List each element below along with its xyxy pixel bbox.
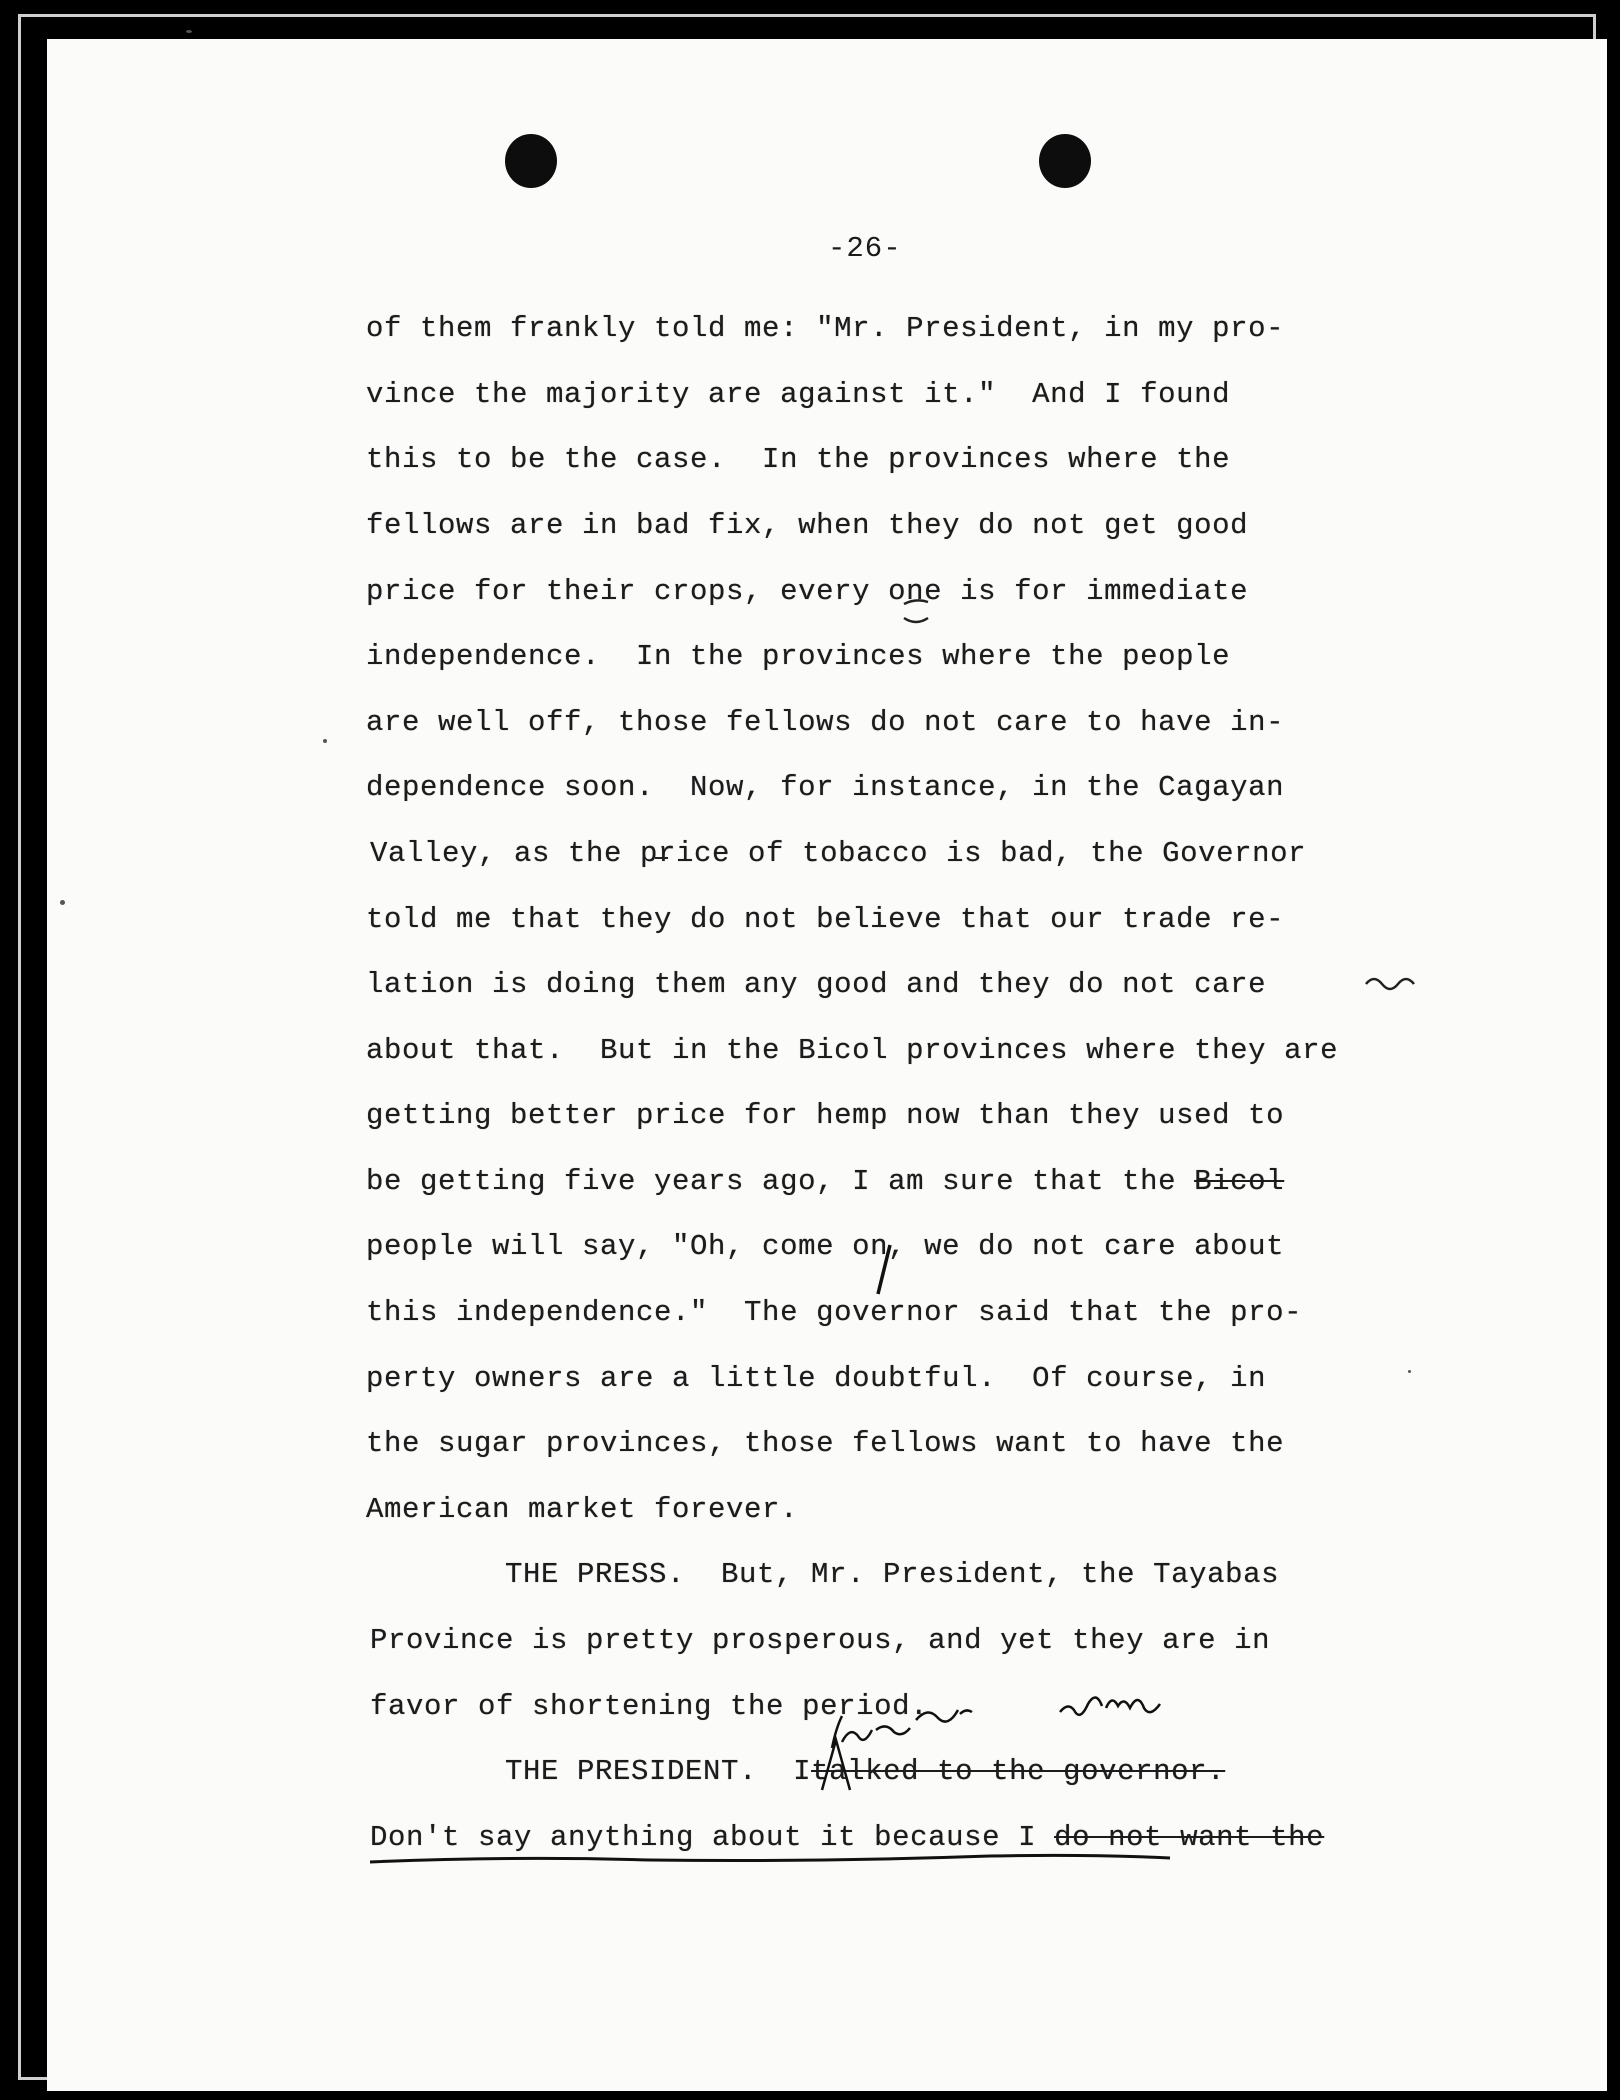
text-line: favor of shortening the period.: [370, 1690, 929, 1723]
text-line: are well off, those fellows do not care to have in-: [366, 706, 1285, 739]
punch-hole-right: [1039, 134, 1091, 188]
kept-word: I: [793, 1755, 812, 1788]
speaker-label: THE PRESIDENT.: [505, 1755, 758, 1788]
text-line-kept: Don't say anything about it because I: [370, 1821, 1037, 1854]
text-line: fellows are in bad fix, when they do not get good: [366, 509, 1249, 542]
text-line: of them frankly told me: "Mr. President, in my pro-: [366, 312, 1285, 345]
text-line: [505, 1755, 1225, 1788]
text-line: THE PRESS. But, Mr. President, the Tayabas: [505, 1558, 1280, 1591]
text-line: about that. But in the Bicol provinces where they are: [366, 1034, 1339, 1067]
text-line: American market forever.: [366, 1493, 799, 1526]
struck-word: Bicol: [1194, 1165, 1285, 1198]
text-line: independence. In the provinces where the people: [366, 640, 1231, 673]
text-line: [366, 1165, 1284, 1198]
text-line: dependence soon. Now, for instance, in the Cagayan: [366, 771, 1285, 804]
text-line: lation is doing them any good and they do not care: [366, 968, 1267, 1001]
text-line: vince the majority are against it." And I found: [366, 378, 1231, 411]
text-line: the sugar provinces, those fellows want to have the: [366, 1427, 1285, 1460]
text-line: told me that they do not believe that our trade re-: [366, 903, 1285, 936]
text-line: this independence." The governor said that the pro-: [366, 1296, 1303, 1329]
text-line: [370, 1821, 1324, 1854]
text-line: perty owners are a little doubtful. Of course, in: [366, 1362, 1267, 1395]
scan-speck: [60, 900, 65, 905]
text-line-kept: be getting five years ago, I am sure that the: [366, 1165, 1177, 1198]
punch-hole-left: [505, 134, 557, 188]
text-line: Province is pretty prosperous, and yet they are in: [370, 1624, 1271, 1657]
text-line: this to be the case. In the provinces where the: [366, 443, 1231, 476]
text-line: Valley, as the price of tobacco is bad, the Governor: [370, 837, 1307, 870]
page-number: -26-: [828, 232, 902, 265]
struck-phrase: do not want the: [1054, 1821, 1325, 1854]
text-line: price for their crops, every one is for immediate: [366, 575, 1249, 608]
text-line: getting better price for hemp now than they used to: [366, 1099, 1285, 1132]
scan-speck: [1408, 1370, 1411, 1373]
text-line: people will say, "Oh, come on, we do not care about: [366, 1230, 1285, 1263]
scan-speck: [186, 30, 192, 33]
scan-speck: [323, 739, 327, 743]
struck-phrase: talked to the governor.: [811, 1755, 1226, 1788]
